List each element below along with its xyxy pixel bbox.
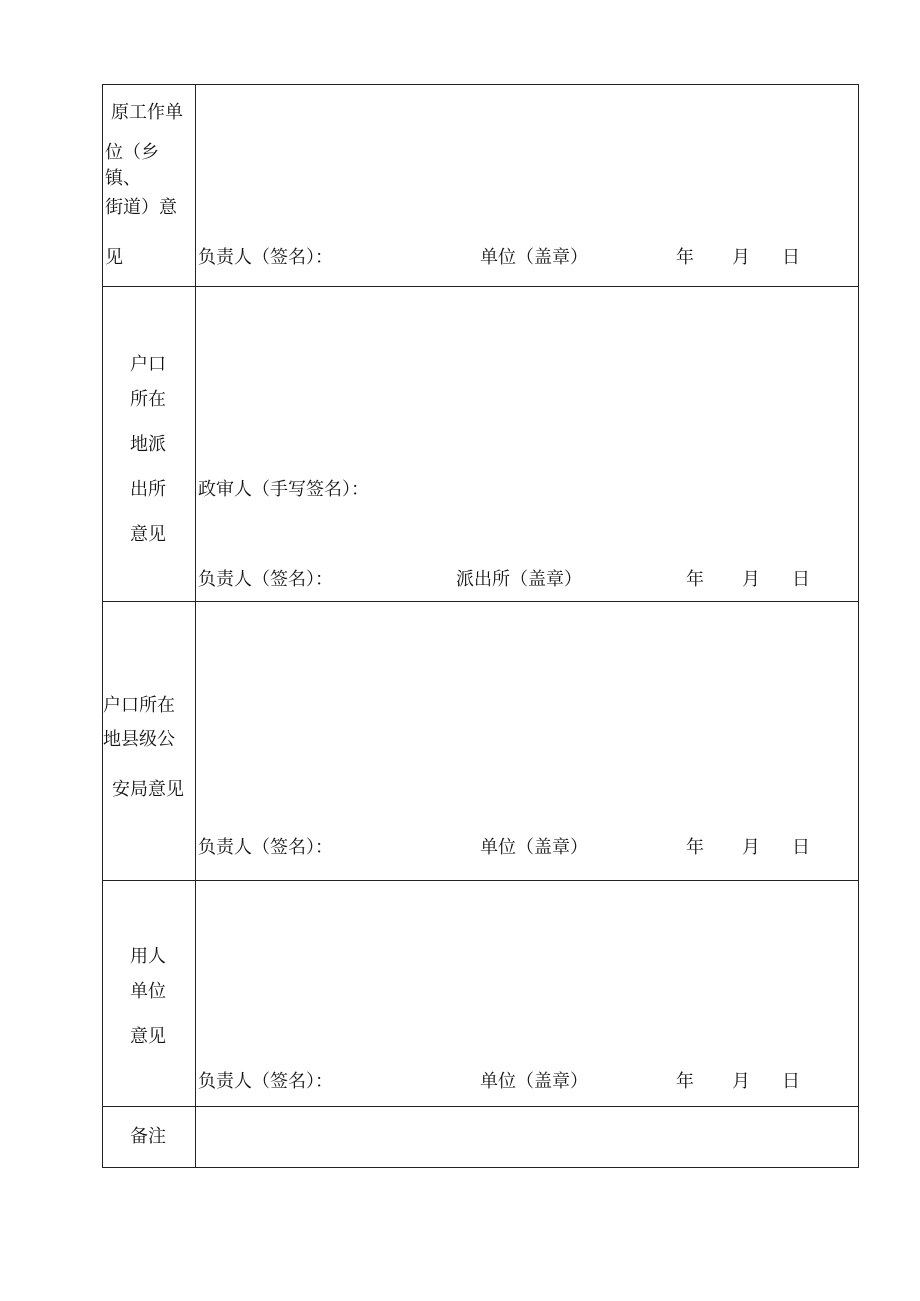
- county-bureau-label-line: 地县级公: [103, 729, 175, 750]
- reviewer-field-label: 政审人（手写签名）：: [198, 479, 369, 500]
- date-month-label: 月: [742, 569, 760, 590]
- seal-field-label: 单位（盖章）: [480, 1071, 588, 1092]
- signer-field-label: 负责人（签名）：: [198, 247, 333, 268]
- date-month-label: 月: [732, 247, 750, 268]
- police-station-label-line: 户口: [130, 354, 166, 375]
- signer-field-label: 负责人（签名）：: [198, 569, 333, 590]
- date-year-label: 年: [686, 837, 704, 858]
- date-month-label: 月: [732, 1071, 750, 1092]
- county-bureau-label-line: 安局意见: [112, 779, 184, 800]
- seal-field-label: 单位（盖章）: [480, 247, 588, 268]
- police-station-label-line: 所在: [130, 389, 166, 410]
- signer-field-label: 负责人（签名）：: [198, 837, 333, 858]
- date-day-label: 日: [792, 837, 810, 858]
- county-bureau-row: [102, 601, 859, 880]
- police-station-label-line: 地派: [130, 434, 166, 455]
- date-year-label: 年: [686, 569, 704, 590]
- employer-row: [102, 880, 859, 1106]
- employer-label-line: 用人: [130, 946, 166, 967]
- original-unit-label-line: 镇、: [105, 168, 141, 189]
- date-day-label: 日: [792, 569, 810, 590]
- seal-field-label: 派出所（盖章）: [456, 569, 582, 590]
- county-bureau-label-line: 户口所在: [103, 695, 175, 716]
- seal-field-label: 单位（盖章）: [480, 837, 588, 858]
- table-bottom-border: [102, 1167, 859, 1168]
- remarks-label: 备注: [130, 1126, 166, 1147]
- original-unit-label-line: 见: [105, 247, 123, 268]
- police-station-row: [102, 286, 859, 601]
- police-station-label-line: 意见: [130, 524, 166, 545]
- date-day-label: 日: [782, 1071, 800, 1092]
- original-unit-label-line: 位（乡: [105, 142, 159, 163]
- remarks-row: [102, 1106, 859, 1167]
- original-unit-label-line: 原工作单: [111, 102, 183, 123]
- police-station-label-line: 出所: [130, 479, 166, 500]
- employer-label-line: 意见: [130, 1026, 166, 1047]
- date-year-label: 年: [676, 1071, 694, 1092]
- date-year-label: 年: [676, 247, 694, 268]
- approval-form-table: [102, 84, 859, 1168]
- employer-label-line: 单位: [130, 981, 166, 1002]
- signer-field-label: 负责人（签名）：: [198, 1071, 333, 1092]
- date-day-label: 日: [782, 247, 800, 268]
- original-unit-label-line: 街道）意: [105, 197, 177, 218]
- original-unit-row: [102, 84, 859, 286]
- date-month-label: 月: [742, 837, 760, 858]
